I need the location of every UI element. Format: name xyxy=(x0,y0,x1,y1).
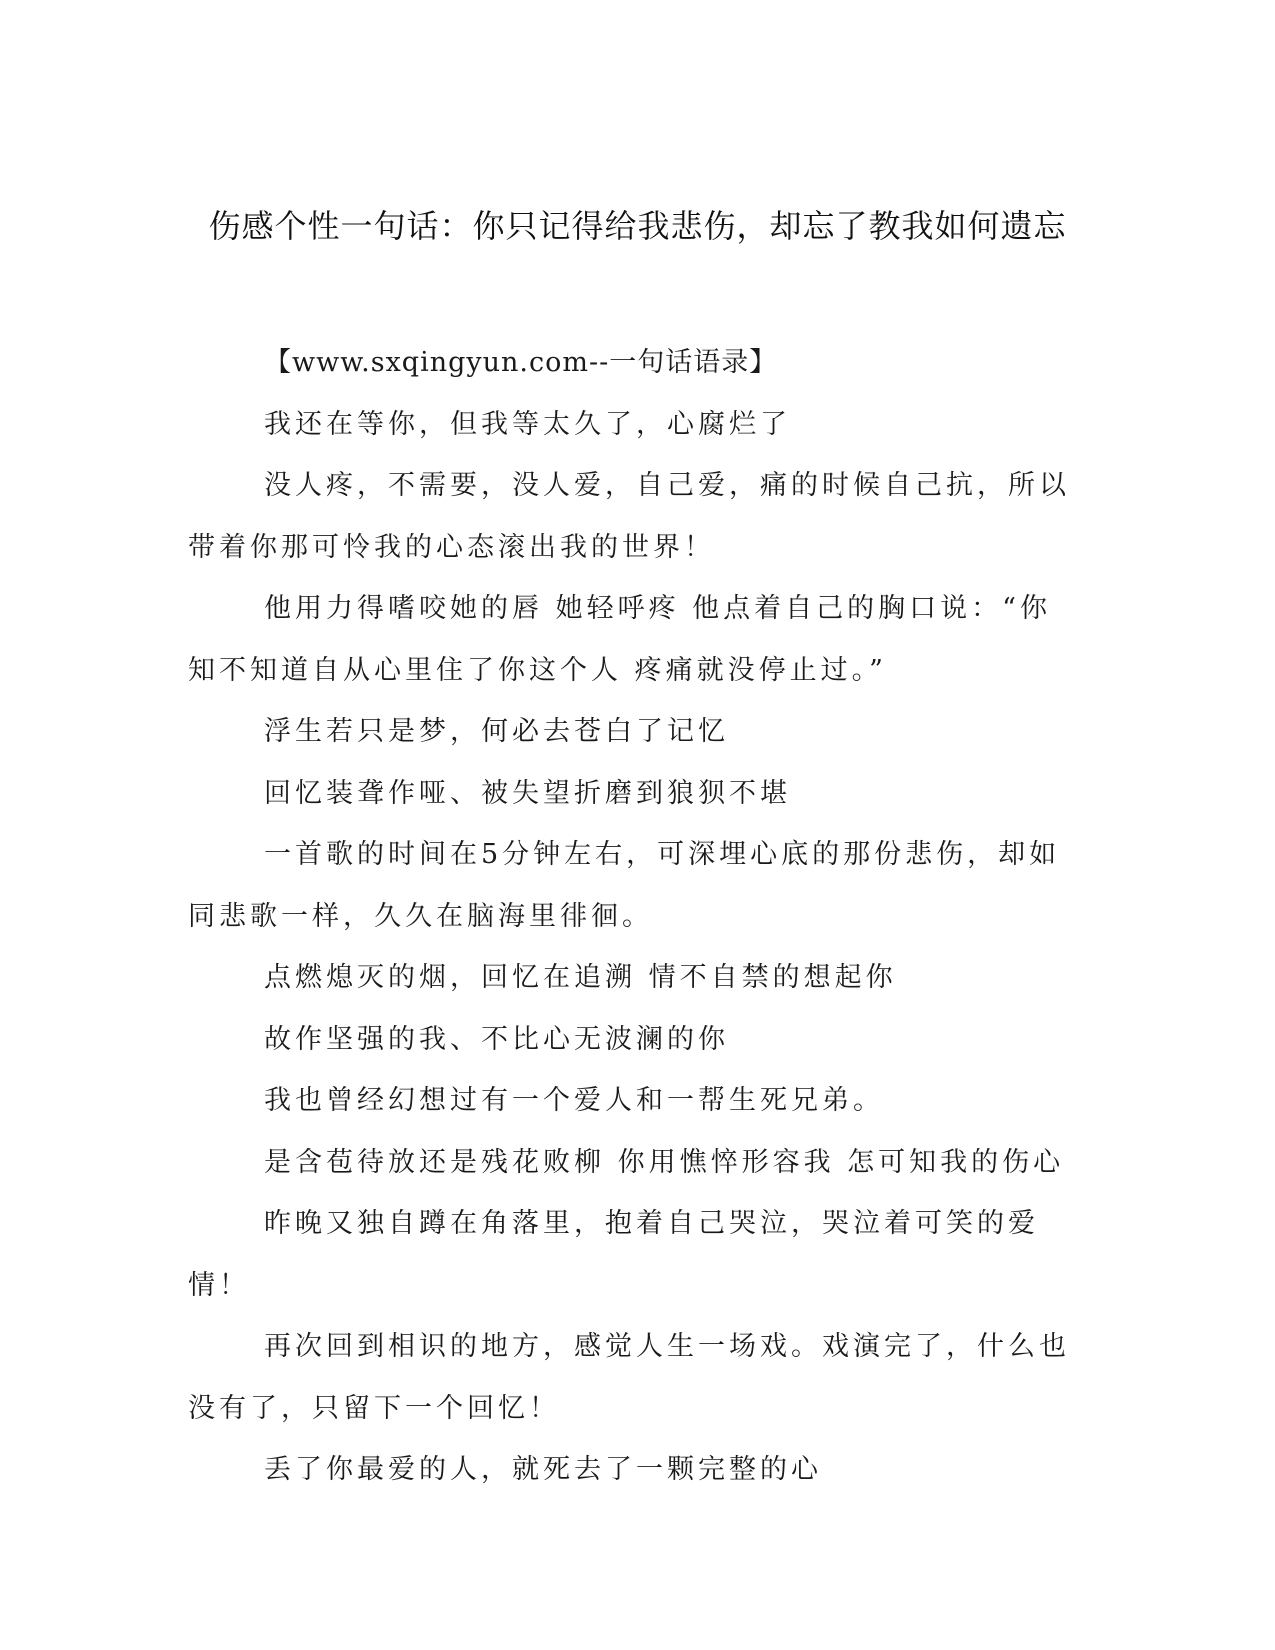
paragraph: 一首歌的时间在5分钟左右，可深埋心底的那份悲伤，却如同悲歌一样，久久在脑海里徘徊。 xyxy=(188,839,1061,932)
paragraph: 没人疼，不需要，没人爱，自己爱，痛的时候自己抗，所以带着你那可怜我的心态滚出我的世界！ xyxy=(188,470,1070,563)
paragraph: 我也曾经幻想过有一个爱人和一帮生死兄弟。 xyxy=(264,1085,884,1116)
paragraph: 浮生若只是梦，何必去苍白了记忆 xyxy=(264,716,729,747)
paragraph: 点燃熄灭的烟，回忆在追溯 情不自禁的想起你 xyxy=(264,962,897,993)
paragraph: 昨晚又独自蹲在角落里，抱着自己哭泣，哭泣着可笑的爱情！ xyxy=(188,1208,1039,1301)
paragraph: 他用力得嗜咬她的唇 她轻呼疼 他点着自己的胸口说：“你知不知道自从心里住了你这个人 疼痛就没停止过。” xyxy=(188,593,1051,686)
paragraph: 我还在等你，但我等太久了，心腐烂了 xyxy=(264,408,791,440)
paragraph: 是含苞待放还是残花败柳 你用憔悴形容我 怎可知我的伤心 xyxy=(264,1146,1065,1178)
source-line: 【www.sxqingyun.com--一句话语录】 xyxy=(264,347,778,378)
document-body xyxy=(188,332,1078,1501)
paragraph: 回忆装聋作哑、被失望折磨到狼狈不堪 xyxy=(264,777,791,809)
document-title: 伤感个性一句话：你只记得给我悲伤，却忘了教我如何遗忘 xyxy=(208,207,1067,245)
paragraph: 丢了你最爱的人，就死去了一颗完整的心 xyxy=(264,1454,822,1485)
paragraph: 故作坚强的我、不比心无波澜的你 xyxy=(264,1023,729,1055)
paragraph: 再次回到相识的地方，感觉人生一场戏。戏演完了，什么也没有了，只留下一个回忆！ xyxy=(188,1331,1070,1424)
